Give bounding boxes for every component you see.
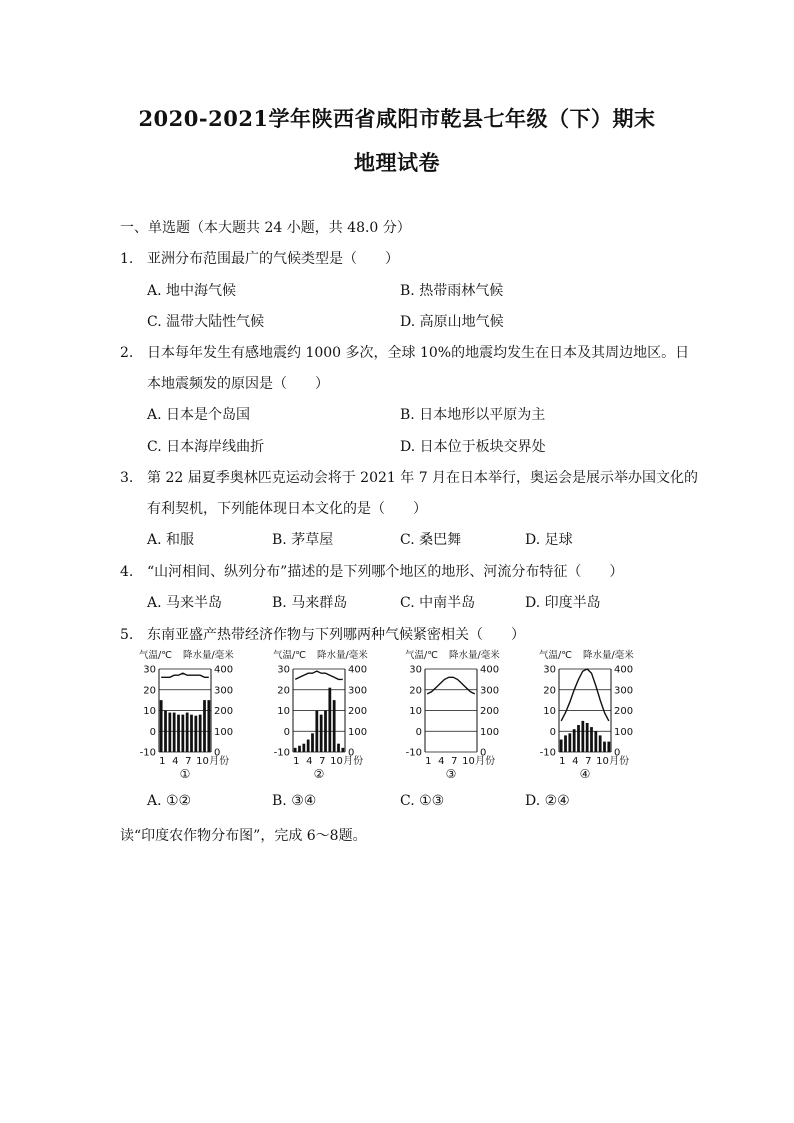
- temp-tick-label: 20: [143, 685, 156, 697]
- precip-tick-label: 0: [214, 747, 221, 759]
- q4-option-c[interactable]: C. 中南半岛: [400, 595, 476, 611]
- precip-tick-label: 300: [614, 685, 634, 697]
- climate-chart-1: [137, 647, 267, 783]
- precip-tick-label: 300: [214, 685, 234, 697]
- precip-tick-label: 400: [614, 664, 634, 676]
- precip-bar: [320, 715, 323, 752]
- precip-bar: [603, 742, 606, 752]
- precip-bar: [199, 715, 202, 752]
- temperature-line: [561, 669, 609, 721]
- climate-chart-svg: [271, 647, 401, 783]
- temp-tick-label: 20: [543, 685, 556, 697]
- precip-bar: [590, 727, 593, 752]
- month-tick-label: 月份: [475, 756, 496, 767]
- q4-option-b[interactable]: B. 马来群岛: [272, 595, 348, 611]
- climate-chart-2: [271, 647, 401, 783]
- reading-prompt: 读“印度农作物分布图”，完成 6～8题。: [120, 828, 367, 844]
- precip-bar: [560, 740, 563, 752]
- axis-label-precipitation: 降水量/毫米: [317, 650, 368, 661]
- temp-tick-label: -10: [139, 747, 156, 759]
- temperature-line: [427, 677, 475, 694]
- question-2-text-line1: 日本每年发生有感地震约 1000 多次，全球 10%的地震均发生在日本及其周边地区。日: [147, 345, 690, 361]
- question-2-text-line2: 本地震频发的原因是（ ）: [147, 376, 329, 392]
- q1-option-a[interactable]: A. 地中海气候: [147, 283, 237, 299]
- month-tick-label: 7: [451, 756, 458, 767]
- q2-option-d[interactable]: D. 日本位于板块交界处: [400, 439, 546, 455]
- temp-tick-label: 20: [277, 685, 290, 697]
- precip-bar: [341, 748, 344, 752]
- month-tick-label: 10: [330, 756, 343, 767]
- question-5-text: 东南亚盛产热带经济作物与下列哪两种气候紧密相关（ ）: [147, 627, 525, 643]
- precip-tick-label: 200: [614, 706, 634, 717]
- precip-bar: [194, 716, 197, 752]
- precip-bar: [173, 713, 176, 752]
- precip-bar: [337, 744, 340, 752]
- q2-option-b[interactable]: B. 日本地形以平原为主: [400, 407, 546, 423]
- axis-label-precipitation: 降水量/毫米: [583, 650, 634, 661]
- precip-tick-label: 0: [480, 747, 487, 759]
- precip-tick-label: 100: [614, 726, 634, 738]
- temp-tick-label: 30: [277, 664, 290, 676]
- temperature-line: [161, 673, 209, 677]
- exam-title-line1: 2020-2021学年陕西省咸阳市乾县七年级（下）期末: [138, 106, 656, 131]
- q5-option-d[interactable]: D. ②④: [525, 793, 570, 809]
- precip-bar: [168, 713, 171, 752]
- precip-bar: [607, 742, 610, 752]
- precip-bar: [599, 735, 602, 752]
- temp-tick-label: 30: [543, 664, 556, 676]
- q4-option-d[interactable]: D. 印度半岛: [525, 595, 601, 611]
- month-tick-label: 4: [172, 756, 179, 767]
- temp-tick-label: 10: [409, 706, 422, 717]
- precip-bar: [160, 700, 163, 752]
- temp-tick-label: 0: [549, 726, 556, 738]
- precip-bar: [586, 723, 589, 752]
- axis-label-temperature: 气温/℃: [273, 650, 306, 661]
- precip-tick-label: 200: [480, 706, 500, 717]
- precip-tick-label: 100: [348, 726, 368, 738]
- axis-label-precipitation: 降水量/毫米: [449, 650, 500, 661]
- temp-tick-label: 0: [415, 726, 422, 738]
- precip-tick-label: 200: [214, 706, 234, 717]
- month-tick-label: 1: [159, 756, 166, 767]
- temp-tick-label: -10: [539, 747, 556, 759]
- climate-chart-4: [537, 647, 667, 783]
- temp-tick-label: 10: [277, 706, 290, 717]
- climate-chart-svg: [403, 647, 533, 783]
- month-tick-label: 7: [319, 756, 326, 767]
- q5-option-b[interactable]: B. ③④: [272, 793, 317, 809]
- q5-option-a[interactable]: A. ①②: [147, 793, 192, 809]
- precip-bar: [164, 711, 167, 753]
- month-tick-label: 7: [185, 756, 192, 767]
- temperature-line: [295, 671, 343, 679]
- precip-bar: [564, 735, 567, 752]
- chart-number-label: ④: [579, 767, 591, 781]
- precip-tick-label: 400: [480, 664, 500, 676]
- climate-charts: [137, 647, 677, 783]
- temp-tick-label: 0: [283, 726, 290, 738]
- precip-bar: [181, 715, 184, 752]
- precip-bar: [190, 715, 193, 752]
- month-tick-label: 7: [585, 756, 592, 767]
- question-1-text: 亚洲分布范围最广的气候类型是（ ）: [147, 251, 399, 267]
- precip-bar: [186, 713, 189, 752]
- month-tick-label: 4: [572, 756, 579, 767]
- q1-option-c[interactable]: C. 温带大陆性气候: [147, 314, 265, 330]
- question-3-number: 3.: [120, 470, 134, 486]
- temp-tick-label: 10: [543, 706, 556, 717]
- precip-bar: [577, 725, 580, 752]
- precip-bar: [177, 715, 180, 752]
- precip-bar: [311, 733, 314, 752]
- axis-label-temperature: 气温/℃: [405, 650, 438, 661]
- precip-bar: [294, 748, 297, 752]
- question-4-text: “山河相间、纵列分布”描述的是下列哪个地区的地形、河流分布特征（ ）: [147, 564, 624, 580]
- month-tick-label: 4: [306, 756, 313, 767]
- question-5-number: 5.: [120, 627, 134, 643]
- q4-option-a[interactable]: A. 马来半岛: [147, 595, 223, 611]
- climate-chart-svg: [137, 647, 267, 783]
- precip-bar: [333, 700, 336, 752]
- precip-tick-label: 100: [480, 726, 500, 738]
- month-tick-label: 1: [293, 756, 300, 767]
- month-tick-label: 月份: [209, 756, 230, 767]
- q5-option-c[interactable]: C. ①③: [400, 793, 445, 809]
- precip-bar: [573, 729, 576, 752]
- temp-tick-label: 20: [409, 685, 422, 697]
- climate-chart-svg: [537, 647, 667, 783]
- month-tick-label: 10: [596, 756, 609, 767]
- temp-tick-label: 0: [149, 726, 156, 738]
- precip-bar: [315, 711, 318, 753]
- month-tick-label: 10: [462, 756, 475, 767]
- temp-tick-label: 30: [409, 664, 422, 676]
- month-tick-label: 10: [196, 756, 209, 767]
- precip-bar: [328, 688, 331, 752]
- q3-option-c[interactable]: C. 桑巴舞: [400, 532, 462, 548]
- precip-tick-label: 200: [348, 706, 368, 717]
- axis-label-temperature: 气温/℃: [139, 650, 172, 661]
- temp-tick-label: 10: [143, 706, 156, 717]
- month-tick-label: 月份: [609, 756, 630, 767]
- question-4-number: 4.: [120, 564, 134, 580]
- month-tick-label: 4: [438, 756, 445, 767]
- precip-tick-label: 100: [214, 726, 234, 738]
- climate-chart-3: [403, 647, 533, 783]
- precip-tick-label: 400: [214, 664, 234, 676]
- month-tick-label: 月份: [343, 756, 364, 767]
- month-tick-label: 1: [559, 756, 566, 767]
- chart-number-label: ①: [179, 767, 191, 781]
- q1-option-b[interactable]: B. 热带雨林气候: [400, 283, 504, 299]
- question-2-number: 2.: [120, 345, 134, 361]
- precip-bar: [568, 733, 571, 752]
- section-heading: 一、单选题（本大题共 24 小题，共 48.0 分）: [120, 220, 411, 236]
- precip-bar: [581, 721, 584, 752]
- precip-bar: [302, 744, 305, 752]
- precip-tick-label: 0: [614, 747, 621, 759]
- question-1-number: 1.: [120, 251, 134, 267]
- precip-bar: [324, 711, 327, 753]
- precip-bar: [594, 731, 597, 752]
- axis-label-temperature: 气温/℃: [539, 650, 572, 661]
- exam-title-line2: 地理试卷: [354, 150, 440, 175]
- month-tick-label: 1: [425, 756, 432, 767]
- precip-bar: [203, 700, 206, 752]
- precip-bar: [298, 746, 301, 752]
- q3-option-a[interactable]: A. 和服: [147, 532, 195, 548]
- precip-tick-label: 400: [348, 664, 368, 676]
- q2-option-c[interactable]: C. 日本海岸线曲折: [147, 439, 265, 455]
- chart-number-label: ②: [313, 767, 325, 781]
- q1-option-d[interactable]: D. 高原山地气候: [400, 314, 504, 330]
- precip-tick-label: 0: [348, 747, 355, 759]
- precip-tick-label: 300: [348, 685, 368, 697]
- q3-option-b[interactable]: B. 茅草屋: [272, 532, 334, 548]
- q2-option-a[interactable]: A. 日本是个岛国: [147, 407, 251, 423]
- question-3-text-line2: 有利契机，下列能体现日本文化的是（ ）: [147, 501, 427, 517]
- question-3-text-line1: 第 22 届夏季奥林匹克运动会将于 2021 年 7 月在日本举行，奥运会是展示举办国文化的: [147, 470, 699, 486]
- temp-tick-label: -10: [273, 747, 290, 759]
- q3-option-d[interactable]: D. 足球: [525, 532, 573, 548]
- chart-number-label: ③: [445, 767, 457, 781]
- temp-tick-label: 30: [143, 664, 156, 676]
- temp-tick-label: -10: [405, 747, 422, 759]
- precip-bar: [207, 700, 210, 752]
- precip-bar: [307, 740, 310, 752]
- axis-label-precipitation: 降水量/毫米: [183, 650, 234, 661]
- precip-tick-label: 300: [480, 685, 500, 697]
